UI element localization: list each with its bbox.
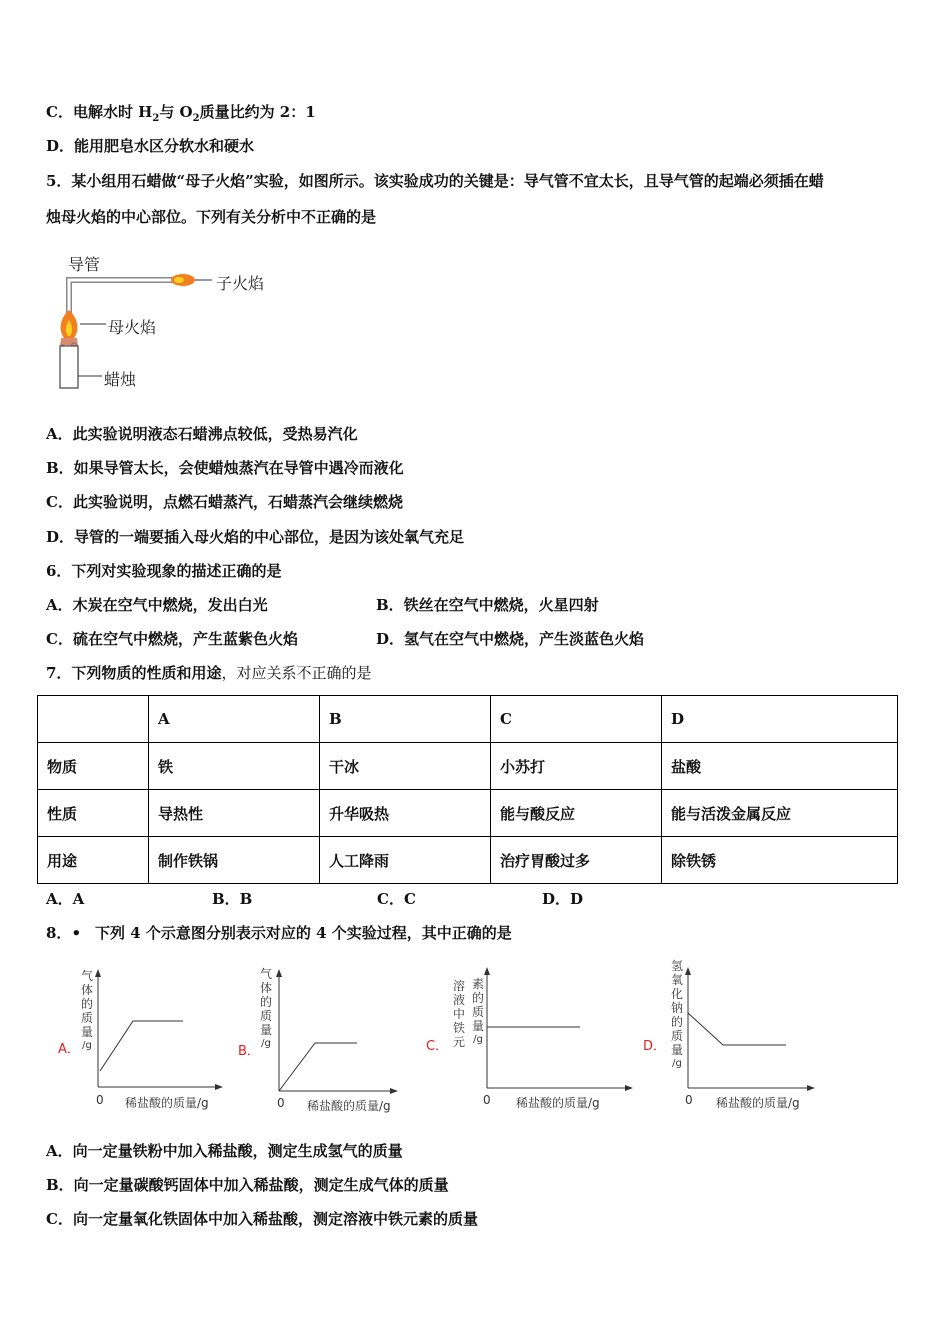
table-cell: 铁 <box>149 743 320 790</box>
graph-b-origin: 0 <box>277 1096 285 1110</box>
table-row <box>38 790 898 837</box>
q8-stem: 8．• 下列 4 个示意图分别表示对应的 4 个实验过程，其中正确的是 <box>46 924 512 942</box>
graph-a-origin: 0 <box>96 1093 104 1107</box>
q6-option-c: C．硫在空气中燃烧，产生蓝紫色火焰 <box>46 630 298 648</box>
table-cell: 盐酸 <box>662 743 898 790</box>
table-cell: 物质 <box>38 743 149 790</box>
graph-a-label: A． <box>58 1042 80 1057</box>
q6-option-d: D．氢气在空气中燃烧，产生淡蓝色火焰 <box>376 630 645 648</box>
graph-c-ylabel-col1: 溶 液 中 铁 元 <box>452 979 465 1049</box>
table-cell: 人工降雨 <box>320 837 491 884</box>
q5-stem-line1: 5．某小组用石蜡做“母子火焰”实验，如图所示。该实验成功的关键是：导气管不宜太长，且导气管的起端必须插在蜡 <box>46 172 824 190</box>
graph-a-curve <box>100 1021 183 1071</box>
q5-figure <box>44 248 304 398</box>
q7-property-table <box>37 695 898 884</box>
table-cell: 干冰 <box>320 743 491 790</box>
q6-option-b: B．铁丝在空气中燃烧，火星四射 <box>376 596 599 614</box>
graph-b-label: B． <box>238 1044 260 1059</box>
table-cell: 制作铁锅 <box>149 837 320 884</box>
q8-graph-c <box>420 963 640 1113</box>
graph-c-label: C． <box>426 1039 449 1054</box>
graph-a-xlabel: 稀盐酸的质量/g <box>125 1096 209 1110</box>
q8-option-b: B．向一定量碳酸钙固体中加入稀盐酸，测定生成气体的质量 <box>46 1176 449 1194</box>
q7-option-d: D．D <box>542 890 584 908</box>
q7-option-c: C．C <box>377 890 416 908</box>
graph-b-ylabel: 气 体 的 质 量 /g <box>259 967 272 1049</box>
graph-d-ylabel: 氢 氧 化 钠 的 质 量 /g <box>670 959 683 1069</box>
graph-a-plot <box>55 963 225 1113</box>
bullet-icon: • <box>71 924 82 942</box>
q5-option-a: A．此实验说明液态石蜡沸点较低，受热易汽化 <box>46 425 358 443</box>
graph-c-ylabel-col2: 素 的 质 量 /g <box>471 977 484 1045</box>
q4-option-c: C．电解水时 $H_2$与 $O_2$质量比约为 2：1 <box>46 103 316 124</box>
table-cell: A <box>149 696 320 743</box>
q7-option-a: A．A <box>46 890 85 908</box>
q5-option-c: C．此实验说明，点燃石蜡蒸汽，石蜡蒸汽会继续燃烧 <box>46 493 403 511</box>
candle-icon <box>60 346 78 388</box>
graph-d-origin: 0 <box>685 1093 693 1107</box>
label-candle: 蜡烛 <box>104 370 137 389</box>
table-header-row <box>38 696 898 743</box>
q5-stem-line2: 烛母火焰的中心部位。下列有关分析中不正确的是 <box>46 208 377 226</box>
table-cell <box>38 696 149 743</box>
table-cell: 导热性 <box>149 790 320 837</box>
q6-stem: 6．下列对实验现象的描述正确的是 <box>46 562 282 580</box>
table-cell: 升华吸热 <box>320 790 491 837</box>
q6-option-a: A．木炭在空气中燃烧，发出白光 <box>46 596 268 614</box>
graph-c-origin: 0 <box>483 1093 491 1107</box>
q5-option-d: D．导管的一端要插入母火焰的中心部位，是因为该处氧气充足 <box>46 528 465 546</box>
label-mother-flame: 母火焰 <box>108 318 157 337</box>
table-cell: 用途 <box>38 837 149 884</box>
q8-graph-a <box>55 963 225 1113</box>
table-cell: C <box>491 696 662 743</box>
table-row <box>38 837 898 884</box>
table-row <box>38 743 898 790</box>
table-cell: 能与活泼金属反应 <box>662 790 898 837</box>
table-cell: 治疗胃酸过多 <box>491 837 662 884</box>
table-cell: 性质 <box>38 790 149 837</box>
graph-c-xlabel: 稀盐酸的质量/g <box>516 1096 600 1110</box>
q7-stem: 7．下列物质的性质和用途，对应关系不正确的是 <box>46 664 372 682</box>
graph-b-xlabel: 稀盐酸的质量/g <box>307 1099 391 1113</box>
table-cell: D <box>662 696 898 743</box>
q7-option-b: B．B <box>212 890 253 908</box>
graph-b-curve <box>279 1043 357 1091</box>
q8-option-c: C．向一定量氧化铁固体中加入稀盐酸，测定溶液中铁元素的质量 <box>46 1210 478 1228</box>
graph-d-curve <box>688 1013 786 1045</box>
graph-d-plot <box>640 955 820 1115</box>
table-cell: B <box>320 696 491 743</box>
q8-graph-d <box>640 955 820 1115</box>
graph-d-xlabel: 稀盐酸的质量/g <box>716 1096 800 1110</box>
q5-option-b: B．如果导管太长，会使蜡烛蒸汽在导管中遇冷而液化 <box>46 459 404 477</box>
graph-d-label: D． <box>643 1039 667 1054</box>
q4-option-d: D．能用肥皂水区分软水和硬水 <box>46 137 255 155</box>
graph-a-ylabel: 气 体 的 质 量 /g <box>80 969 93 1051</box>
q8-option-a: A．向一定量铁粉中加入稀盐酸，测定生成氢气的质量 <box>46 1142 403 1160</box>
table-cell: 除铁锈 <box>662 837 898 884</box>
label-child-flame: 子火焰 <box>216 274 265 293</box>
graph-b-plot <box>235 963 405 1113</box>
table-cell: 能与酸反应 <box>491 790 662 837</box>
graph-c-plot <box>420 963 640 1113</box>
label-tube: 导管 <box>68 255 101 274</box>
q8-graph-b <box>235 963 405 1113</box>
table-cell: 小苏打 <box>491 743 662 790</box>
